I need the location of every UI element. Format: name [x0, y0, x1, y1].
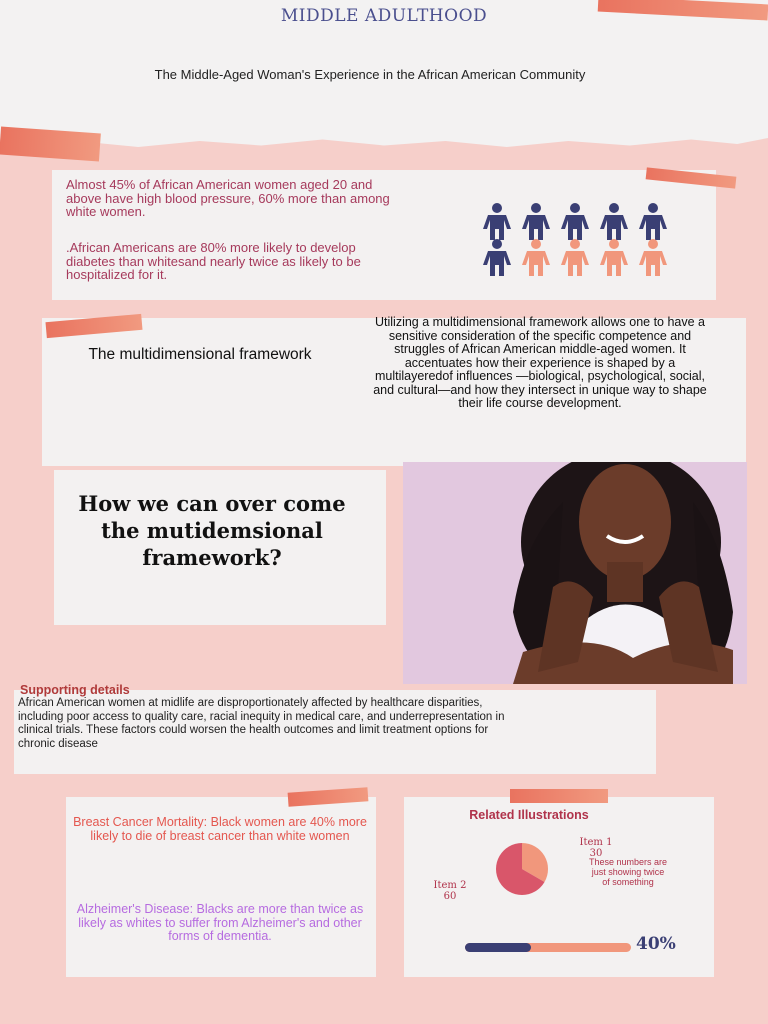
pie-label-name: Item 2 — [433, 880, 467, 891]
person-icon — [558, 202, 592, 242]
related-title: Related Illustrations — [469, 808, 589, 822]
page-subtitle: The Middle-Aged Woman's Experience in the African American Community — [154, 67, 586, 82]
pie-label-value: 30 — [589, 848, 603, 859]
pie-label-item-2 — [420, 880, 480, 902]
framework-label: The multidimensional framework — [88, 346, 312, 363]
framework-text: Utilizing a multidimensional framework allows one to have a sensitive consideration of the specific competence and struggles of African American middle-aged women. It accentuates how their experience is shaped by a multilayeredof influences —biological, psychological, social, and cultural—and how they intersect in unique way to shape their life course development. — [373, 315, 707, 410]
progress-bar — [465, 943, 631, 952]
person-icon — [480, 202, 514, 242]
person-icon — [519, 202, 553, 242]
pie-label-item-1 — [568, 837, 624, 859]
stat-text-blood-pressure: Almost 45% of African American women aged 20 and above have high blood pressure, 60% more than among white women. — [66, 177, 390, 219]
person-icon — [597, 202, 631, 242]
person-icon — [558, 238, 592, 278]
fact-breast-cancer: Breast Cancer Mortality: Black women are 40% more likely to die of breast cancer than white women — [73, 815, 367, 843]
support-heading: Supporting details — [20, 683, 130, 697]
chart-note: These numbers are just showing twice of something — [588, 857, 668, 887]
how-title: How we can over come the mutidemsional framework? — [78, 491, 346, 570]
person-icon — [636, 238, 670, 278]
pie-label-value: 60 — [443, 891, 457, 902]
woman-photo — [403, 462, 747, 684]
page-title: MIDDLE ADULTHOOD — [280, 6, 488, 26]
person-icon — [597, 238, 631, 278]
person-icon — [519, 238, 553, 278]
tape-decoration — [510, 789, 608, 803]
person-icon — [480, 238, 514, 278]
pie-label-name: Item 1 — [579, 837, 613, 848]
fact-alzheimers: Alzheimer's Disease: Blacks are more than twice as likely as whites to suffer from Alzheimer's and other forms of dementia. — [76, 902, 364, 943]
progress-bar-fill — [465, 943, 531, 952]
person-icon — [636, 202, 670, 242]
pie-chart — [470, 840, 580, 900]
tape-decoration — [0, 127, 101, 162]
stat-text-diabetes: .African Americans are 80% more likely to develop diabetes than whitesand nearly twice as likely to be hospitalized for it. — [66, 240, 361, 282]
support-text: African American women at midlife are disproportionately affected by healthcare disparities, including poor access to quality care, racial inequity in medical care, and underrepresentation in clinical trials. These factors could worsen the health outcomes and limit treatment options for chronic disease — [18, 697, 505, 750]
progress-label: 40% — [636, 934, 676, 954]
